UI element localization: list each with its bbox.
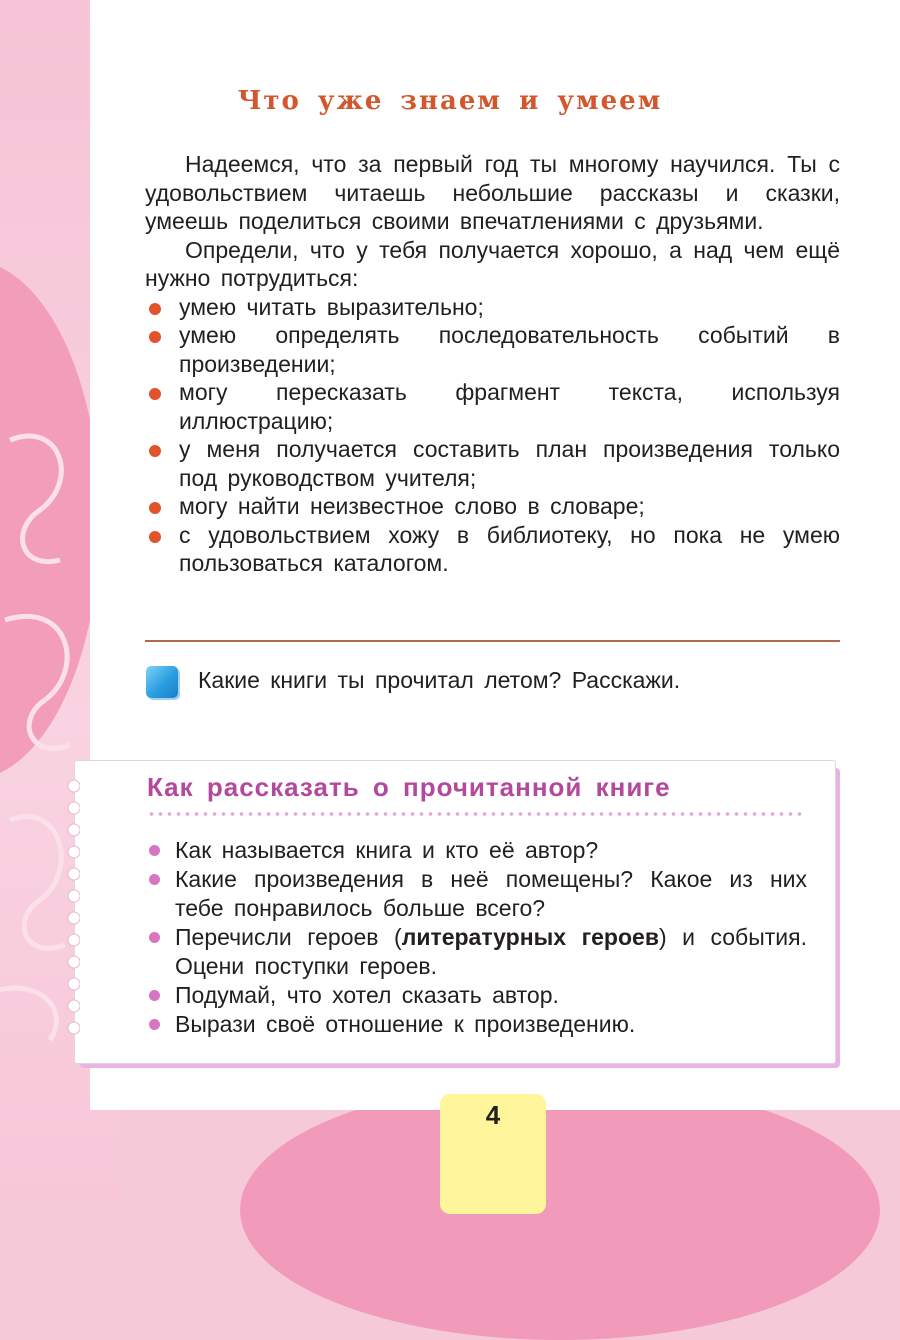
rule-text: Подумай, что хотел сказать автор.	[175, 982, 559, 1008]
bullet-dot-icon	[149, 874, 160, 885]
skill-item	[145, 492, 840, 521]
skill-text: умею читать выразительно;	[179, 293, 484, 320]
bullet-dot-icon	[149, 445, 161, 457]
skill-text: с удовольствием хожу в библиотеку, но пока не умею пользоваться каталогом.	[179, 521, 840, 576]
page-title: Что уже знаем и умеем	[237, 86, 663, 116]
rules-list	[147, 836, 807, 1039]
rules-box-title: Как рассказать о прочитанной книге	[147, 772, 671, 802]
bullet-dot-icon	[149, 932, 160, 943]
bullet-dot-icon	[149, 502, 161, 514]
bullet-dot-icon	[149, 1019, 160, 1030]
bullet-dot-icon	[149, 388, 161, 400]
bullet-dot-icon	[149, 990, 160, 1001]
rule-text: Какие произведения в неё помещены? Какое из них тебе понравилось больше всего?	[175, 866, 807, 921]
skill-item	[145, 521, 840, 578]
bullet-dot-icon	[149, 331, 161, 343]
rule-text-before: Перечисли героев (	[175, 924, 402, 950]
bullet-dot-icon	[149, 845, 160, 856]
skill-item	[145, 435, 840, 492]
rule-item	[147, 981, 807, 1010]
skill-text: у меня получается составить план произведения только под руководством учителя;	[179, 436, 840, 491]
rule-text: Вырази своё отношение к произведению.	[175, 1011, 636, 1037]
bullet-dot-icon	[149, 531, 161, 543]
dotted-divider	[147, 812, 802, 816]
rule-text: Как называется книга и кто её автор?	[175, 837, 599, 863]
torn-edge-ornament	[64, 776, 80, 1046]
intro-paragraph-1: Надеемся, что за первый год ты многому научился. Ты с удовольствием читаешь небольшие рассказы и сказки, умеешь поделиться своими впечатлениями с друзьями.	[145, 151, 840, 234]
task-square-icon	[146, 666, 178, 698]
skill-item	[145, 321, 840, 378]
rule-text-after: ) и события. Оцени поступки героев.	[175, 924, 807, 979]
rule-item	[147, 1010, 807, 1039]
rule-item	[147, 836, 807, 865]
intro-section	[145, 150, 840, 578]
skills-list	[145, 293, 840, 578]
skill-item	[145, 378, 840, 435]
rule-item	[147, 865, 807, 923]
rule-term-bold: литературных героев	[401, 924, 659, 950]
skill-text: могу пересказать фрагмент текста, используя иллюстрацию;	[179, 379, 840, 434]
task-question: Какие книги ты прочитал летом? Расскажи.	[198, 667, 681, 693]
bullet-dot-icon	[149, 303, 161, 315]
rule-item	[147, 923, 807, 981]
intro-paragraph-2: Определи, что у тебя получается хорошо, а над чем ещё нужно потрудиться:	[145, 236, 840, 291]
page-number: 4	[485, 1100, 501, 1130]
skill-text: могу найти неизвестное слово в словаре;	[179, 493, 645, 519]
section-divider	[145, 640, 840, 642]
skill-text: умею определять последовательность событий в произведении;	[179, 322, 840, 377]
background-bottom-shape	[240, 1080, 880, 1340]
skill-item	[145, 293, 840, 322]
